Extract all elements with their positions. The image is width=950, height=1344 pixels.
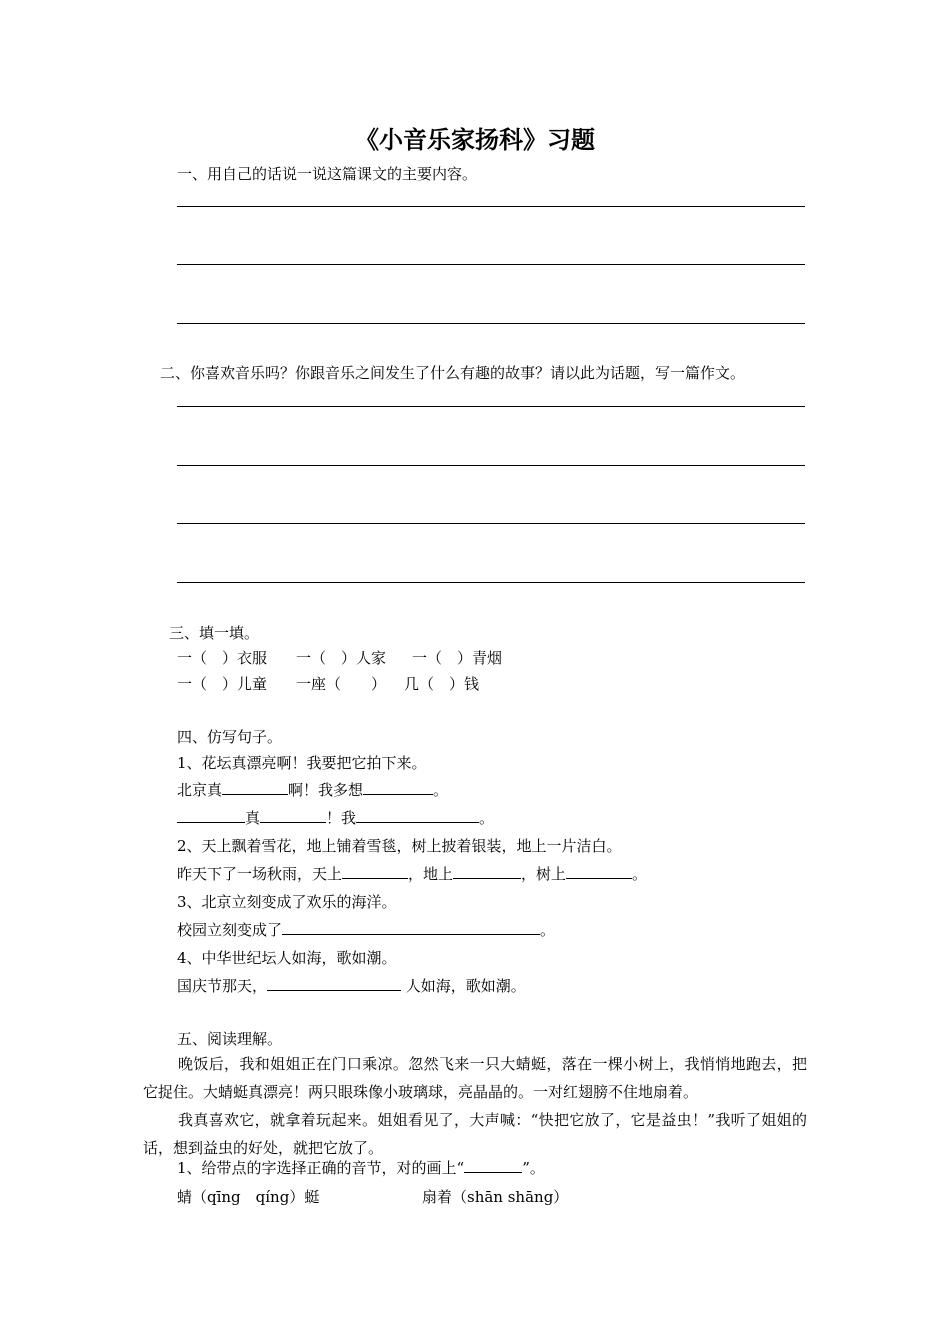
fill-item: 一（ ）人家 [296, 649, 387, 667]
fill-item: 一（ ）青烟 [412, 649, 503, 667]
sentence-text: 啊！我多想 [288, 781, 364, 799]
answer-line[interactable] [177, 465, 805, 466]
blank[interactable] [267, 976, 401, 991]
reading-paragraph: 我真喜欢它，就拿着玩起来。姐姐看见了，大声喊：“快把它放了，它是益虫！”我听了姐姐的话，想到益虫的好处，就把它放了。 [143, 1111, 807, 1157]
sentence-text: 北京真 [177, 781, 223, 799]
q4-sentence-3: 3、北京立刻变成了欢乐的海洋。 [177, 893, 397, 911]
sentence-text: 昨天下了一场秋雨，天上 [177, 865, 343, 883]
pinyin-choice[interactable]: 蜻（qīng qíng）蜓 [177, 1188, 320, 1206]
q4-sentence-4a [177, 975, 526, 996]
answer-line[interactable] [177, 323, 805, 324]
blank[interactable] [282, 920, 540, 935]
q1-prompt: 一、用自己的话说一说这篇课文的主要内容。 [177, 165, 478, 183]
sentence-text: 人如海，歌如潮。 [405, 977, 526, 995]
blank[interactable] [260, 808, 326, 823]
page-title: 《小音乐家扬科》习题 [355, 126, 595, 154]
blank[interactable] [222, 780, 288, 795]
blank[interactable] [566, 864, 632, 879]
sentence-text: 国庆节那天， [177, 977, 268, 995]
q4-sentence-4: 4、中华世纪坛人如海，歌如潮。 [177, 949, 397, 967]
sentence-text: 1、给带点的字选择正确的音节，对的画上“ [177, 1159, 465, 1177]
q4-sentence-1a [177, 779, 448, 800]
sentence-text: ，树上 [521, 865, 567, 883]
sentence-text: 。 [479, 809, 495, 827]
q5-sub-question-1 [177, 1157, 545, 1178]
answer-line[interactable] [177, 206, 805, 207]
blank[interactable] [363, 780, 433, 795]
q3-heading: 三、填一填。 [169, 624, 260, 642]
fill-item: 一座（ ） [296, 675, 387, 693]
blank[interactable] [356, 808, 479, 823]
blank[interactable] [464, 1158, 522, 1173]
answer-line[interactable] [177, 523, 805, 524]
fill-item: 几（ ）钱 [404, 675, 480, 693]
q4-sentence-1b [177, 807, 494, 828]
blank[interactable] [342, 864, 408, 879]
answer-line[interactable] [177, 264, 805, 265]
sentence-text: 。 [540, 921, 556, 939]
q5-heading: 五、阅读理解。 [177, 1030, 283, 1048]
fill-item: 一（ ）儿童 [177, 675, 268, 693]
sentence-text: 校园立刻变成了 [177, 921, 283, 939]
fill-item: 一（ ）衣服 [177, 649, 268, 667]
reading-paragraph: 晚饭后，我和姐姐正在门口乘凉。忽然飞来一只大蜻蜓，落在一棵小树上，我悄悄地跑去，把它捉住。大蜻蜓真漂亮！两只眼珠像小玻璃球，亮晶晶的。一对红翅膀不住地扇着。 [143, 1055, 807, 1101]
sentence-text: ！我 [326, 809, 357, 827]
pinyin-choice[interactable]: 扇着（shān shāng） [422, 1188, 569, 1206]
q2-prompt: 二、你喜欢音乐吗？你跟音乐之间发生了什么有趣的故事？请以此为话题，写一篇作文。 [160, 364, 746, 382]
q4-sentence-2: 2、天上飘着雪花，地上铺着雪毯，树上披着银装，地上一片洁白。 [177, 837, 622, 855]
answer-line[interactable] [177, 582, 805, 583]
sentence-text: 。 [433, 781, 449, 799]
blank[interactable] [453, 864, 521, 879]
blank[interactable] [177, 808, 245, 823]
sentence-text: 。 [632, 865, 648, 883]
q4-sentence-1: 1、花坛真漂亮啊！我要把它拍下来。 [177, 754, 427, 772]
q4-heading: 四、仿写句子。 [177, 728, 283, 746]
answer-line[interactable] [177, 406, 805, 407]
sentence-text: 真 [245, 809, 261, 827]
q4-sentence-3a [177, 919, 555, 940]
q4-sentence-2a [177, 863, 647, 884]
sentence-text: ，地上 [408, 865, 454, 883]
sentence-text: ”。 [522, 1159, 545, 1177]
